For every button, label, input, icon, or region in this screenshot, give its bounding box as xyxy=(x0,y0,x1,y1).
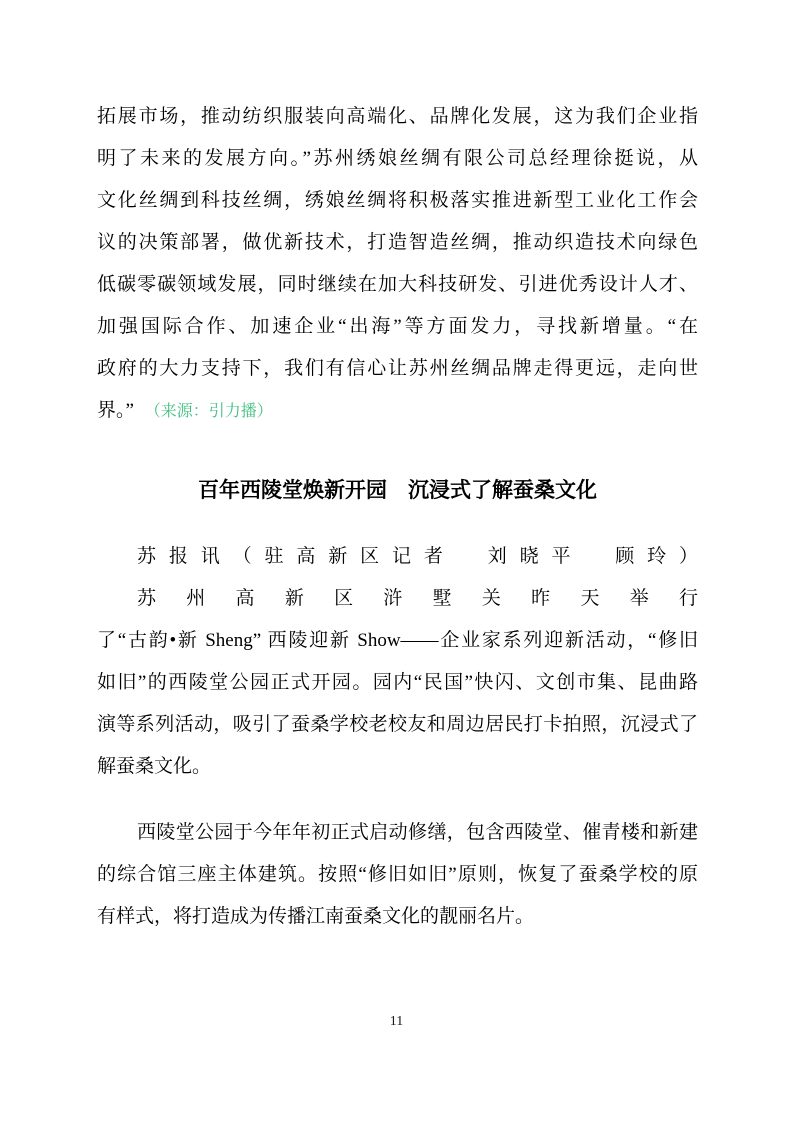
paragraph-silk-lines xyxy=(97,96,698,390)
text-line: 解蚕桑文化。 xyxy=(97,756,212,777)
text-line: 低碳零碳领域发展，同时继续在加大科技研发、引进优秀设计人才、 xyxy=(97,274,698,295)
text-line: 文化丝绸到科技丝绸，绣娘丝绸将积极落实推进新型工业化工作会 xyxy=(97,190,698,211)
paragraph-silk-last-line xyxy=(97,390,698,433)
text-line: 演等系列活动，吸引了蚕桑学校老校友和周边居民打卡拍照，沉浸式了 xyxy=(97,714,698,735)
paragraph-silk xyxy=(97,96,698,433)
text-line: 苏报讯（驻高新区记者 刘晓平 顾玲）苏州高新区浒墅关昨天举行 xyxy=(137,546,698,609)
article-title: 百年西陵堂焕新开园 沉浸式了解蚕桑文化 xyxy=(198,478,597,502)
text-line: 加强国际合作、加速企业“出海”等方面发力，寻找新增量。“在 xyxy=(97,316,698,337)
paragraph-xiling-1 xyxy=(97,536,698,788)
article-body xyxy=(97,96,698,938)
text-line: 拓展市场，推动纺织服装向高端化、品牌化发展，这为我们企业指 xyxy=(97,106,698,127)
text-line: 西陵堂公园于今年年初正式启动修缮，包含西陵堂、催青楼和新建 xyxy=(137,822,698,843)
text-line: 有样式，将打造成为传播江南蚕桑文化的靓丽名片。 xyxy=(97,906,535,927)
text-line: 明了未来的发展方向。”苏州绣娘丝绸有限公司总经理徐挺说，从 xyxy=(97,148,698,169)
source-attribution: （来源：引力播） xyxy=(144,403,273,420)
body-text: 界。” xyxy=(97,400,134,421)
paragraph-xiling-2 xyxy=(97,812,698,938)
text-line: 议的决策部署，做优新技术，打造智造丝绸，推动织造技术向绿色 xyxy=(97,232,698,253)
text-line: 的综合馆三座主体建筑。按照“修旧如旧”原则，恢复了蚕桑学校的原 xyxy=(97,864,698,885)
page-number: 11 xyxy=(389,1014,404,1029)
text-line: 了“古韵•新 Sheng” 西陵迎新 Show——企业家系列迎新活动，“修旧 xyxy=(97,630,698,651)
text-line: 政府的大力支持下，我们有信心让苏州丝绸品牌走得更远，走向世 xyxy=(97,358,698,379)
text-line: 如旧”的西陵堂公园正式开园。园内“民国”快闪、文创市集、昆曲路 xyxy=(97,672,698,693)
